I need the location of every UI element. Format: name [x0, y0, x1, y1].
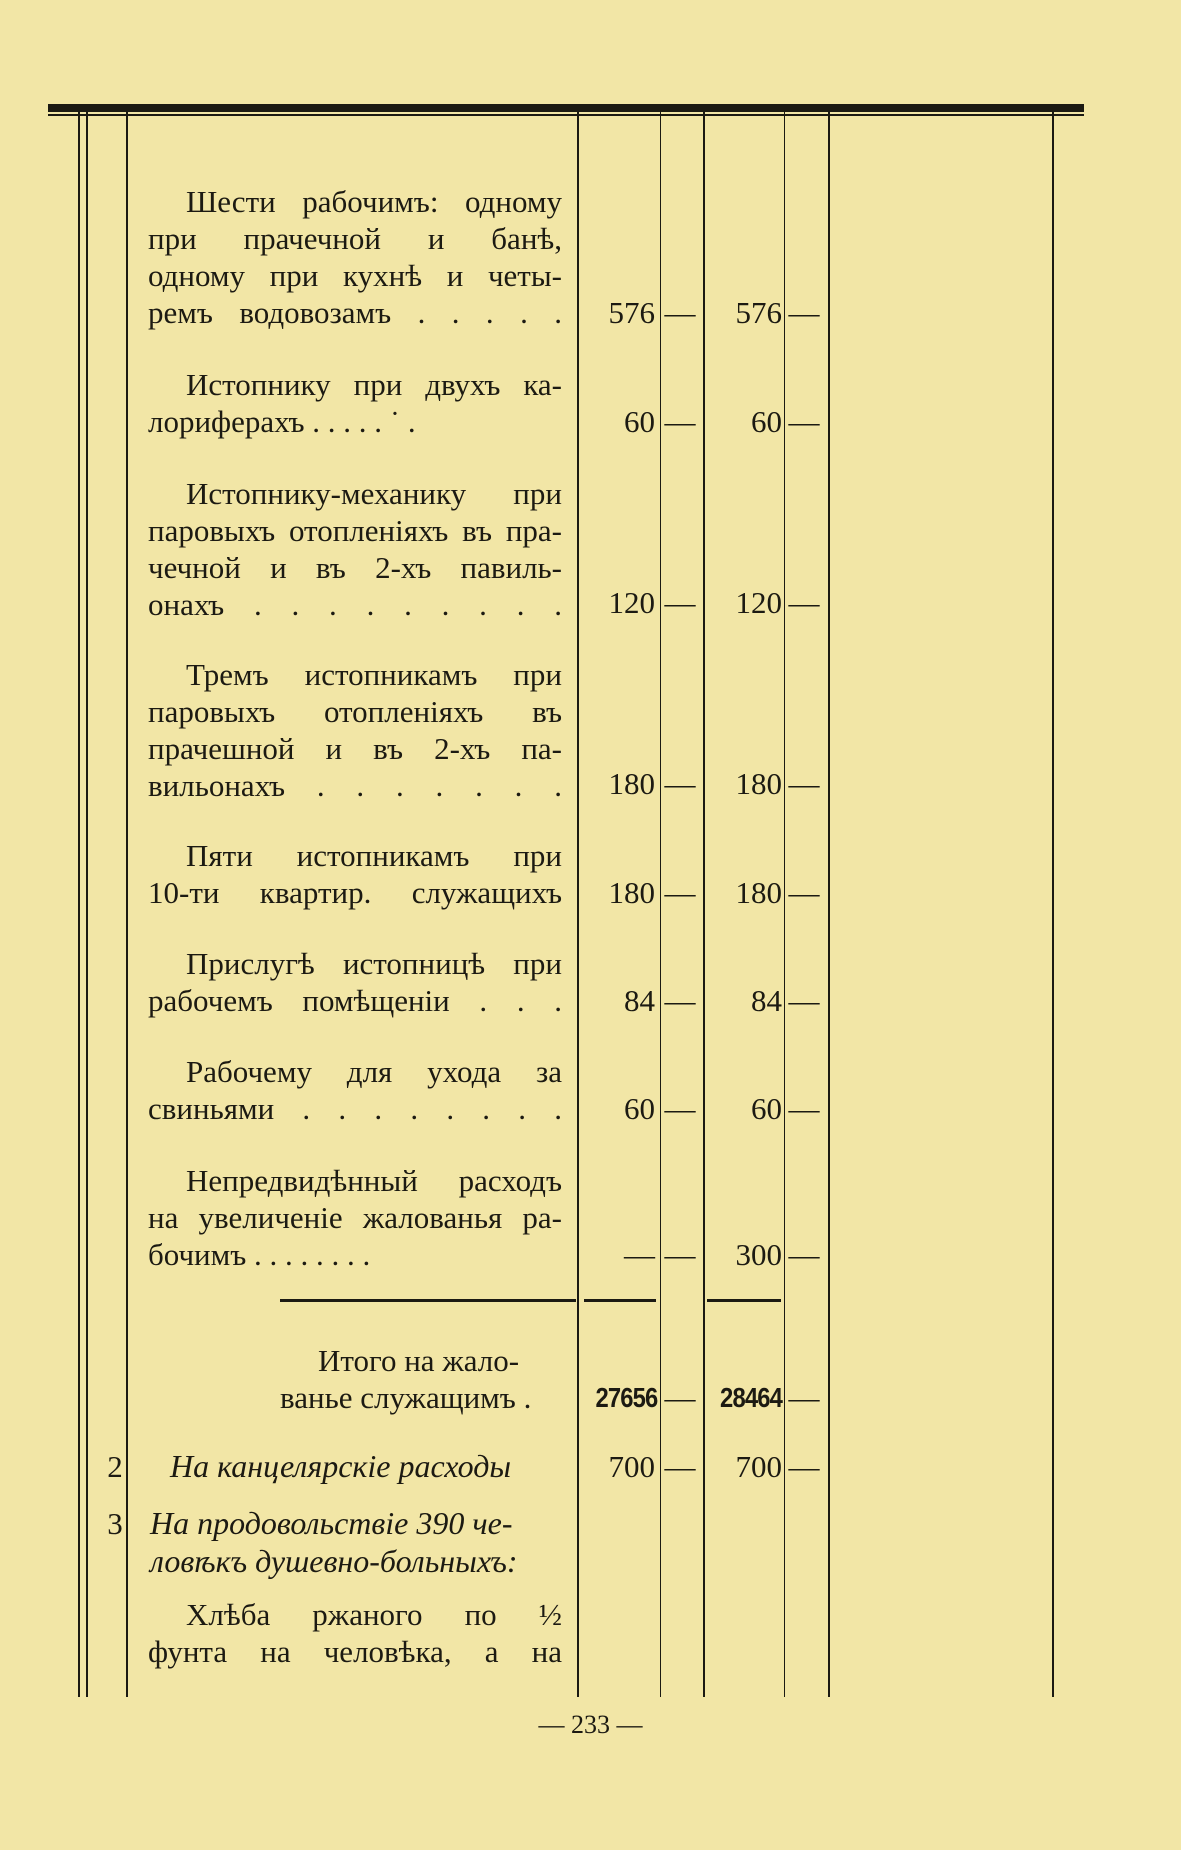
section-title-line1: На продовольствіе 390 че-	[150, 1505, 513, 1541]
total-rule	[584, 1299, 656, 1302]
row-value-3: 180	[735, 766, 782, 801]
row-description: Тремъ истопникамъ при паровыхъ отопленіяхъ въ прачешной и въ 2-хъ па- вильонахъ . . . . . . .	[148, 657, 562, 803]
row-value-4: —	[788, 295, 820, 330]
total-value-2: —	[664, 1380, 696, 1415]
row-value-4: —	[788, 404, 820, 439]
section-value-2: —	[664, 1449, 696, 1484]
section-number: 3	[107, 1506, 123, 1541]
section-value-3: 700	[735, 1449, 782, 1484]
row-description: Пяти истопникамъ при 10-ти квартир. служащихъ	[148, 838, 562, 910]
row-value-4: —	[788, 875, 820, 910]
total-value-3: 28464	[720, 1382, 782, 1413]
total-rule	[280, 1299, 576, 1302]
row-value-4: —	[788, 1237, 820, 1272]
row-value-3: 300	[735, 1237, 782, 1272]
column-line	[703, 112, 705, 1697]
total-value-1: 27656	[595, 1382, 658, 1413]
section-title: На канцелярскіе расходы	[170, 1448, 512, 1484]
row-description: Прислугѣ истопницѣ при рабочемъ помѣщеніи . . .	[148, 946, 562, 1018]
column-line	[828, 112, 830, 1697]
row-description: Истопнику-механику при паровыхъ отопленіяхъ въ пра- чечной и въ 2-хъ павиль- онахъ . . . . . . . . .	[148, 476, 562, 622]
column-line	[1052, 112, 1054, 1697]
row-value-3: 180	[735, 875, 782, 910]
row-value-2: —	[664, 295, 696, 330]
total-value-4: —	[788, 1380, 820, 1415]
row-value-1: 120	[608, 585, 655, 620]
row-value-1: 84	[624, 983, 655, 1018]
row-value-1: 60	[624, 1091, 655, 1126]
section-value-1: 700	[608, 1449, 655, 1484]
row-value-2: —	[664, 585, 696, 620]
row-value-4: —	[788, 983, 820, 1018]
row-value-2: —	[664, 1237, 696, 1272]
header-rule-thin	[48, 114, 1084, 116]
row-value-2: —	[664, 875, 696, 910]
total-label-line2: ванье служащимъ .	[280, 1380, 532, 1415]
row-value-1: 180	[608, 875, 655, 910]
row-value-1: —	[624, 1237, 655, 1272]
row-value-3: 576	[735, 295, 782, 330]
row-value-2: —	[664, 404, 696, 439]
row-value-3: 60	[751, 1091, 782, 1126]
section-value-4: —	[788, 1449, 820, 1484]
row-value-2: —	[664, 1091, 696, 1126]
column-line	[577, 112, 579, 1697]
row-description: Хлѣба ржаного по ½ фунта на человѣка, а на	[148, 1597, 562, 1669]
section-title-line2: ловѣкъ душевно-больныхъ:	[150, 1543, 518, 1579]
column-line	[86, 112, 88, 1697]
row-value-4: —	[788, 766, 820, 801]
section-number: 2	[107, 1449, 123, 1484]
total-rule	[707, 1299, 781, 1302]
row-value-1: 60	[624, 404, 655, 439]
row-value-2: —	[664, 766, 696, 801]
row-value-4: —	[788, 585, 820, 620]
header-rule	[48, 104, 1084, 112]
row-value-2: —	[664, 983, 696, 1018]
row-value-4: —	[788, 1091, 820, 1126]
column-line	[78, 112, 80, 1697]
row-value-1: 576	[608, 295, 655, 330]
row-description: Истопнику при двухъ ка- лориферахъ . . . . . ˙ .	[148, 367, 562, 439]
page-number: — 233 —	[538, 1710, 643, 1739]
row-value-3: 60	[751, 404, 782, 439]
row-description: Шести рабочимъ: одному при прачечной и банѣ, одному при кухнѣ и четы- ремъ водовозамъ . . . . .	[148, 184, 562, 330]
total-label-line1: Итого на жало-	[318, 1343, 520, 1378]
row-description: Рабочему для ухода за свиньями . . . . . . . .	[148, 1054, 562, 1126]
row-value-3: 84	[751, 983, 782, 1018]
row-value-3: 120	[735, 585, 782, 620]
row-description: Непредвидѣнный расходъ на увеличеніе жалованья ра- бочимъ . . . . . . . .	[148, 1163, 562, 1272]
row-value-1: 180	[608, 766, 655, 801]
